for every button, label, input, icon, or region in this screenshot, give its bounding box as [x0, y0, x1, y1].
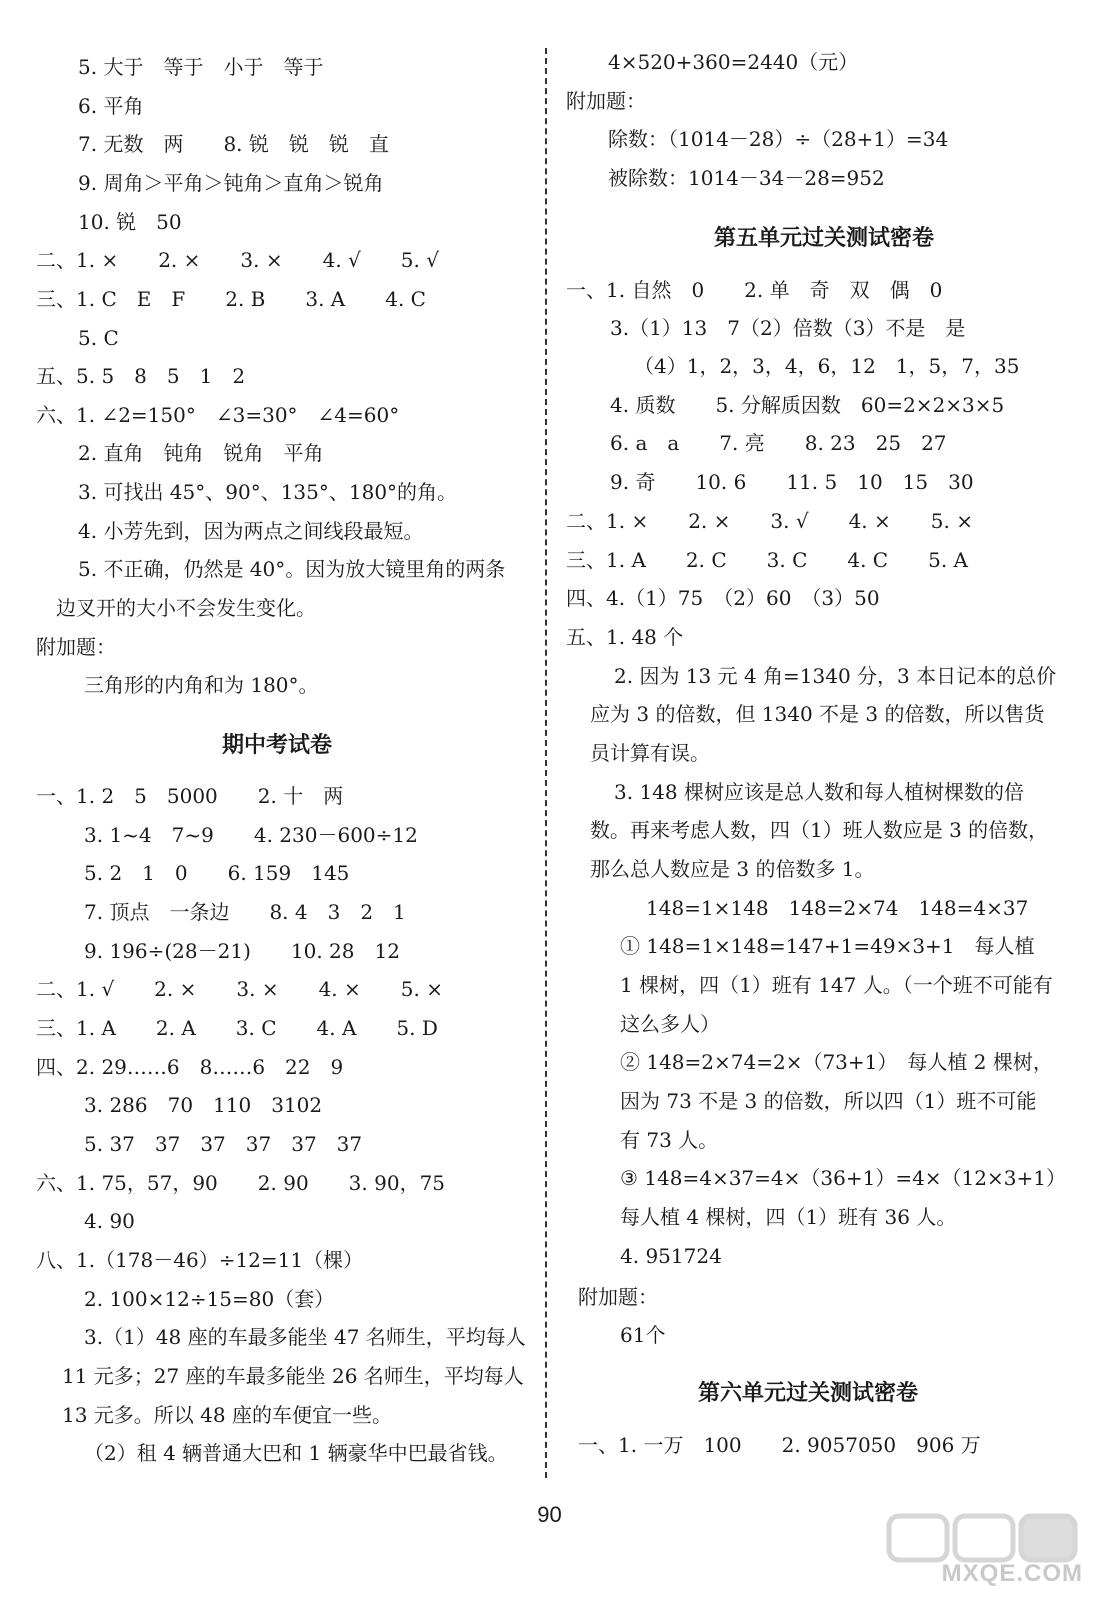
answer-line: 每人植 4 棵树，四（1）班有 36 人。	[620, 1205, 957, 1229]
answer-line: 7. 无数 两 8. 锐 锐 锐 直	[78, 132, 389, 156]
answer-line: 应为 3 的倍数，但 1340 不是 3 的倍数，所以售货	[590, 702, 1045, 726]
answer-line: 一、1. 2 5 5000 2. 十 两	[36, 784, 344, 808]
answer-line: ① 148=1×148=147+1=49×3+1 每人植	[620, 934, 1035, 958]
answer-line: 六、1. 75，57，90 2. 90 3. 90，75	[36, 1171, 446, 1195]
answer-line: 八、1.（178－46）÷12=11（棵）	[36, 1248, 364, 1272]
answer-line: 61个	[620, 1323, 666, 1347]
answer-line: 6. a a 7. 亮 8. 23 25 27	[610, 431, 947, 455]
answer-line: 四、4.（1）75 （2）60 （3）50	[566, 586, 880, 610]
answer-line: 数。再来考虑人数，四（1）班人数应是 3 的倍数，	[590, 818, 1049, 842]
watermark-text: MXQE.COM	[941, 1560, 1083, 1587]
answer-line: 五、1. 48 个	[566, 625, 684, 649]
section-label: 附加题：	[566, 89, 646, 113]
answer-line: 被除数：1014－34－28=952	[608, 166, 885, 190]
answer-line: 6. 平角	[78, 94, 144, 118]
answer-line: 5. C	[78, 326, 119, 350]
answer-line: 2. 直角 钝角 锐角 平角	[78, 441, 324, 465]
answer-line: 三、1. C E F 2. B 3. A 4. C	[36, 287, 426, 311]
answer-line: 因为 73 不是 3 的倍数，所以四（1）班不可能	[620, 1089, 1037, 1113]
answer-line: 有 73 人。	[620, 1128, 719, 1152]
answer-line: 二、1. × 2. × 3. × 4. √ 5. √	[36, 248, 439, 272]
answer-line: （2）租 4 辆普通大巴和 1 辆豪华中巴最省钱。	[84, 1441, 508, 1465]
answer-line: 1 棵树，四（1）班有 147 人。（一个班不可能有	[620, 973, 1053, 997]
answer-line: ③ 148=4×37=4×（36+1）=4×（12×3+1）	[620, 1166, 1066, 1190]
answer-line: 5. 2 1 0 6. 159 145	[84, 861, 350, 885]
section-label: 附加题：	[36, 635, 116, 659]
answer-line: 员计算有误。	[590, 741, 710, 765]
answer-line: （4）1，2，3，4，6，12 1，5，7，35	[634, 354, 1020, 378]
answer-line: 3. 1~4 7~9 4. 230－600÷12	[84, 823, 418, 847]
answer-line: 9. 奇 10. 6 11. 5 10 15 30	[610, 470, 974, 494]
answer-line: 一、1. 自然 0 2. 单 奇 双 偶 0	[566, 278, 943, 302]
answer-line: 5. 不正确，仍然是 40°。因为放大镜里角的两条	[78, 557, 506, 581]
answer-line: 3. 148 棵树应该是总人数和每人植树棵数的倍	[614, 780, 1024, 804]
answer-line: 三角形的内角和为 180°。	[84, 673, 319, 697]
answer-line: 这么多人）	[620, 1012, 720, 1036]
answer-line: 边叉开的大小不会发生变化。	[56, 596, 316, 620]
section-heading: 第六单元过关测试密卷	[698, 1380, 919, 1406]
answer-line: 4. 90	[84, 1209, 135, 1233]
section-label: 附加题：	[578, 1285, 658, 1309]
answer-line: 除数：（1014－28）÷（28+1）=34	[608, 127, 949, 151]
answer-line: 13 元多。所以 48 座的车便宜一些。	[62, 1403, 392, 1427]
answer-line: 六、1. ∠2=150° ∠3=30° ∠4=60°	[36, 403, 400, 427]
section-heading: 期中考试卷	[222, 732, 333, 758]
page-number: 90	[537, 1502, 562, 1527]
answer-line: 三、1. A 2. C 3. C 4. C 5. A	[566, 548, 968, 572]
answer-line: 一、1. 一万 100 2. 9057050 906 万	[578, 1433, 981, 1457]
answer-line: 2. 因为 13 元 4 角=1340 分，3 本日记本的总价	[614, 664, 1057, 688]
answer-line: 那么总人数应是 3 的倍数多 1。	[590, 857, 875, 881]
answer-line: 五、5. 5 8 5 1 2	[36, 364, 246, 388]
answer-line: 5. 37 37 37 37 37 37	[84, 1132, 363, 1156]
answer-line: 二、1. √ 2. × 3. × 4. × 5. ×	[36, 977, 443, 1001]
answer-line: 9. 周角＞平角＞钝角＞直角＞锐角	[78, 171, 384, 195]
answer-line: ② 148=2×74=2×（73+1） 每人植 2 棵树，	[620, 1050, 1053, 1074]
answer-line: 三、1. A 2. A 3. C 4. A 5. D	[36, 1016, 438, 1040]
answer-line: 148=1×148 148=2×74 148=4×37	[646, 896, 1029, 920]
column-divider	[545, 48, 547, 1478]
answer-line: 4. 质数 5. 分解质因数 60=2×2×3×5	[610, 393, 1005, 417]
answer-line: 7. 顶点 一条边 8. 4 3 2 1	[84, 900, 406, 924]
answer-line: 3.（1）13 7（2）倍数（3）不是 是	[610, 316, 966, 340]
answer-line: 4×520+360=2440（元）	[608, 50, 859, 74]
section-heading: 第五单元过关测试密卷	[714, 225, 935, 251]
answer-line: 4. 小芳先到，因为两点之间线段最短。	[78, 519, 424, 543]
answer-line: 9. 196÷(28－21) 10. 28 12	[84, 939, 400, 963]
answer-line: 2. 100×12÷15=80（套）	[84, 1287, 335, 1311]
answer-line: 3. 可找出 45°、90°、135°、180°的角。	[78, 480, 458, 504]
answer-line: 4. 951724	[620, 1244, 722, 1268]
answer-line: 11 元多；27 座的车最多能坐 26 名师生，平均每人	[62, 1364, 524, 1388]
answer-line: 3.（1）48 座的车最多能坐 47 名师生，平均每人	[84, 1325, 526, 1349]
answer-line: 3. 286 70 110 3102	[84, 1093, 323, 1117]
answer-line: 10. 锐 50	[78, 210, 182, 234]
answer-line: 二、1. × 2. × 3. √ 4. × 5. ×	[566, 509, 973, 533]
answer-line: 四、2. 29……6 8……6 22 9	[36, 1055, 344, 1079]
answer-line: 5. 大于 等于 小于 等于	[78, 55, 324, 79]
